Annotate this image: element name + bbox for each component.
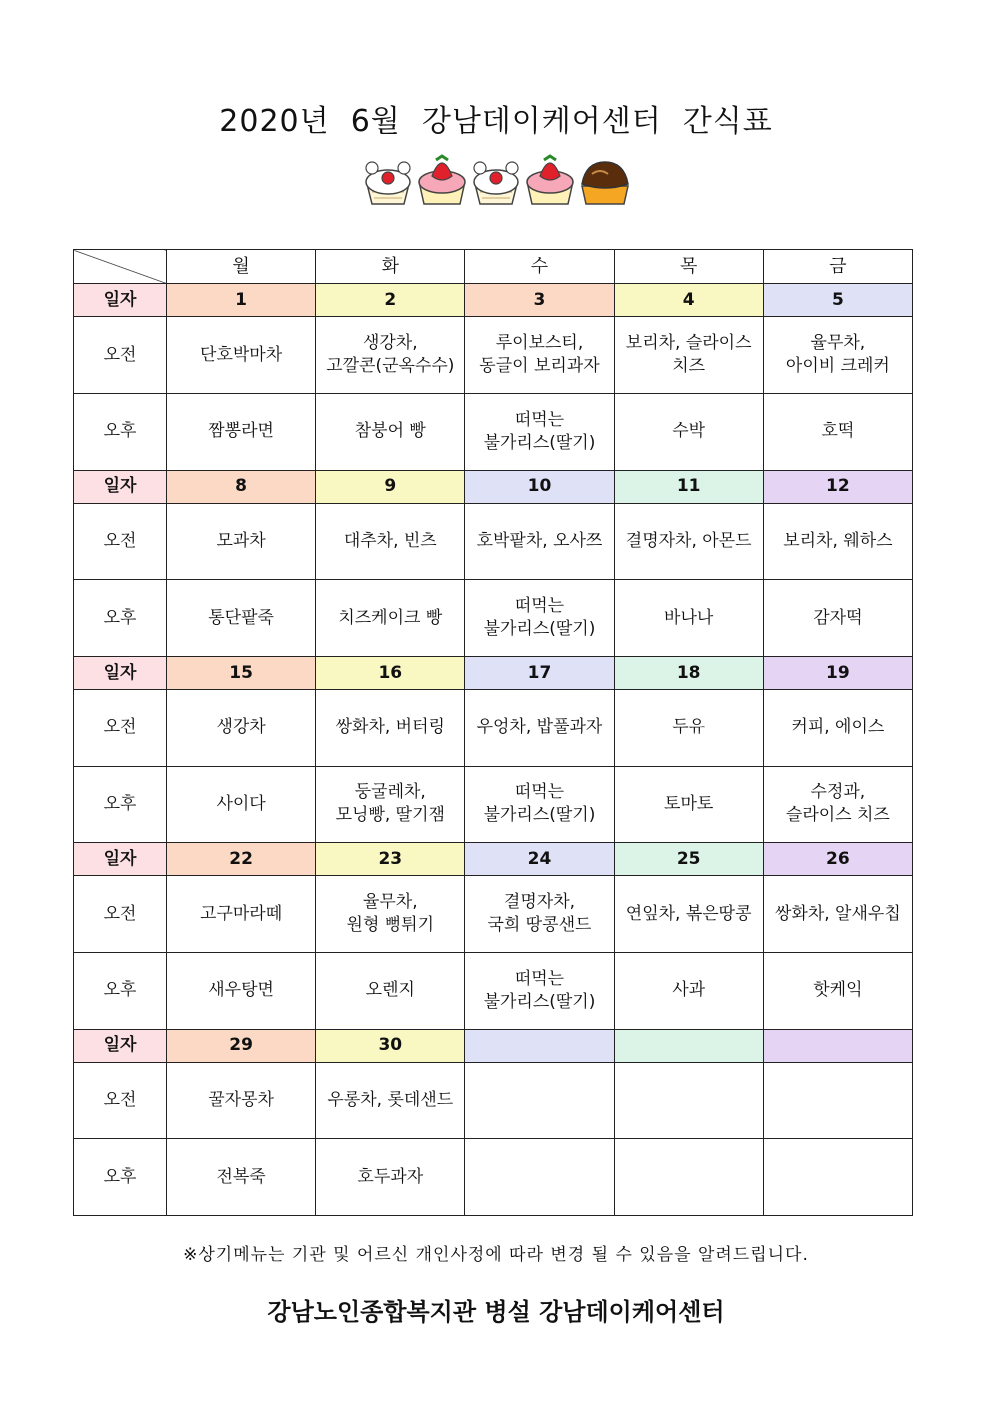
pm-snack-mon: 사이다 (167, 766, 316, 843)
date-cell-fri: 26 (763, 843, 912, 876)
am-snack-tue: 쌍화차, 버터링 (316, 690, 465, 767)
pm-snack-mon: 전복죽 (167, 1139, 316, 1216)
am-snack-thu: 두유 (614, 690, 763, 767)
date-cell-mon: 29 (167, 1029, 316, 1062)
date-cell-mon: 22 (167, 843, 316, 876)
am-snack-mon: 단호박마차 (167, 317, 316, 394)
date-cell-mon: 1 (167, 284, 316, 317)
weekday-fri: 금 (763, 250, 912, 284)
date-cell-tue: 2 (316, 284, 465, 317)
strawberry-cake-icon (527, 156, 573, 204)
pm-snack-wed: 떠먹는 불가리스(딸기) (465, 580, 614, 657)
date-cell-fri: 12 (763, 470, 912, 503)
date-cell-tue: 16 (316, 656, 465, 689)
row-label-am: 오전 (74, 690, 167, 767)
pm-row (74, 580, 913, 657)
date-cell-fri: 19 (763, 656, 912, 689)
am-snack-tue: 생강차, 고깔콘(군옥수수) (316, 317, 465, 394)
pm-snack-tue: 오렌지 (316, 953, 465, 1030)
am-snack-mon: 생강차 (167, 690, 316, 767)
pm-snack-tue: 호두과자 (316, 1139, 465, 1216)
row-label-date: 일자 (74, 470, 167, 503)
date-cell-wed: 24 (465, 843, 614, 876)
date-row (74, 470, 913, 503)
date-cell-fri: 5 (763, 284, 912, 317)
snack-menu-table (73, 249, 913, 1216)
date-cell-wed (465, 1029, 614, 1062)
date-cell-tue: 23 (316, 843, 465, 876)
am-snack-thu: 결명자차, 아몬드 (614, 503, 763, 580)
row-label-am: 오전 (74, 317, 167, 394)
date-row (74, 284, 913, 317)
cake-decoration (362, 152, 632, 212)
pm-snack-wed (465, 1139, 614, 1216)
pm-snack-fri: 호떡 (763, 394, 912, 471)
row-label-pm: 오후 (74, 394, 167, 471)
row-label-pm: 오후 (74, 953, 167, 1030)
row-label-pm: 오후 (74, 766, 167, 843)
am-snack-wed: 우엉차, 밥풀과자 (465, 690, 614, 767)
pm-snack-mon: 짬뽕라면 (167, 394, 316, 471)
am-snack-wed: 루이보스티, 동글이 보리과자 (465, 317, 614, 394)
am-snack-mon: 모과차 (167, 503, 316, 580)
pm-row (74, 394, 913, 471)
am-snack-fri: 보리차, 웨하스 (763, 503, 912, 580)
am-snack-tue: 우롱차, 롯데샌드 (316, 1062, 465, 1139)
date-cell-wed: 3 (465, 284, 614, 317)
pm-snack-thu: 바나나 (614, 580, 763, 657)
row-label-am: 오전 (74, 1062, 167, 1139)
date-row (74, 843, 913, 876)
am-snack-tue: 대추차, 빈츠 (316, 503, 465, 580)
am-snack-mon: 꿀자몽차 (167, 1062, 316, 1139)
row-label-am: 오전 (74, 876, 167, 953)
am-snack-wed (465, 1062, 614, 1139)
date-cell-fri (763, 1029, 912, 1062)
am-snack-fri: 율무차, 아이비 크레커 (763, 317, 912, 394)
row-label-pm: 오후 (74, 1139, 167, 1216)
pm-snack-tue: 둥굴레차, 모닝빵, 딸기잼 (316, 766, 465, 843)
pm-snack-mon: 새우탕면 (167, 953, 316, 1030)
am-snack-fri (763, 1062, 912, 1139)
am-snack-fri: 쌍화차, 알새우칩 (763, 876, 912, 953)
chocolate-cake-icon (582, 162, 628, 204)
weekday-wed: 수 (465, 250, 614, 284)
date-cell-wed: 10 (465, 470, 614, 503)
pm-snack-mon: 통단팥죽 (167, 580, 316, 657)
pm-snack-wed: 떠먹는 불가리스(딸기) (465, 394, 614, 471)
date-cell-thu: 18 (614, 656, 763, 689)
date-cell-thu: 4 (614, 284, 763, 317)
pm-snack-thu: 수박 (614, 394, 763, 471)
row-label-am: 오전 (74, 503, 167, 580)
date-row (74, 1029, 913, 1062)
row-label-pm: 오후 (74, 580, 167, 657)
pm-snack-wed: 떠먹는 불가리스(딸기) (465, 953, 614, 1030)
am-row (74, 317, 913, 394)
notice-text: ※상기메뉴는 기관 및 어르신 개인사정에 따라 변경 될 수 있음을 알려드립니다. (183, 1245, 809, 1265)
weekday-mon: 월 (167, 250, 316, 284)
pm-row (74, 953, 913, 1030)
pm-snack-fri: 수정과, 슬라이스 치즈 (763, 766, 912, 843)
row-label-date: 일자 (74, 1029, 167, 1062)
pm-snack-tue: 치즈케이크 빵 (316, 580, 465, 657)
date-row (74, 656, 913, 689)
pm-snack-tue: 참붕어 빵 (316, 394, 465, 471)
row-label-date: 일자 (74, 843, 167, 876)
pm-snack-thu: 토마토 (614, 766, 763, 843)
strawberry-cake-icon (419, 156, 465, 204)
am-snack-mon: 고구마라떼 (167, 876, 316, 953)
row-label-date: 일자 (74, 284, 167, 317)
cream-cake-icon (474, 162, 518, 204)
pm-snack-thu (614, 1139, 763, 1216)
pm-row (74, 766, 913, 843)
date-cell-tue: 9 (316, 470, 465, 503)
row-label-date: 일자 (74, 656, 167, 689)
weekday-tue: 화 (316, 250, 465, 284)
date-cell-thu: 25 (614, 843, 763, 876)
date-cell-thu: 11 (614, 470, 763, 503)
am-snack-tue: 율무차, 원형 뻥튀기 (316, 876, 465, 953)
am-snack-thu (614, 1062, 763, 1139)
pm-snack-fri: 핫케익 (763, 953, 912, 1030)
organization-name: 강남노인종합복지관 병설 강남데이케어센터 (267, 1298, 725, 1326)
am-snack-thu: 연잎차, 볶은땅콩 (614, 876, 763, 953)
date-cell-wed: 17 (465, 656, 614, 689)
am-row (74, 1062, 913, 1139)
weekday-header-row (74, 250, 913, 284)
corner-cell (74, 250, 167, 284)
date-cell-mon: 8 (167, 470, 316, 503)
am-snack-wed: 결명자차, 국희 땅콩샌드 (465, 876, 614, 953)
pm-snack-thu: 사과 (614, 953, 763, 1030)
pm-snack-fri (763, 1139, 912, 1216)
am-snack-fri: 커피, 에이스 (763, 690, 912, 767)
date-cell-thu (614, 1029, 763, 1062)
am-snack-thu: 보리차, 슬라이스 치즈 (614, 317, 763, 394)
am-row (74, 690, 913, 767)
cream-cake-icon (366, 162, 410, 204)
pm-snack-wed: 떠먹는 불가리스(딸기) (465, 766, 614, 843)
am-row (74, 876, 913, 953)
weekday-thu: 목 (614, 250, 763, 284)
pm-snack-fri: 감자떡 (763, 580, 912, 657)
pm-row (74, 1139, 913, 1216)
am-row (74, 503, 913, 580)
date-cell-tue: 30 (316, 1029, 465, 1062)
page-title: 2020년 6월 강남데이케어센터 간식표 (219, 104, 773, 139)
am-snack-wed: 호박팥차, 오사쯔 (465, 503, 614, 580)
date-cell-mon: 15 (167, 656, 316, 689)
